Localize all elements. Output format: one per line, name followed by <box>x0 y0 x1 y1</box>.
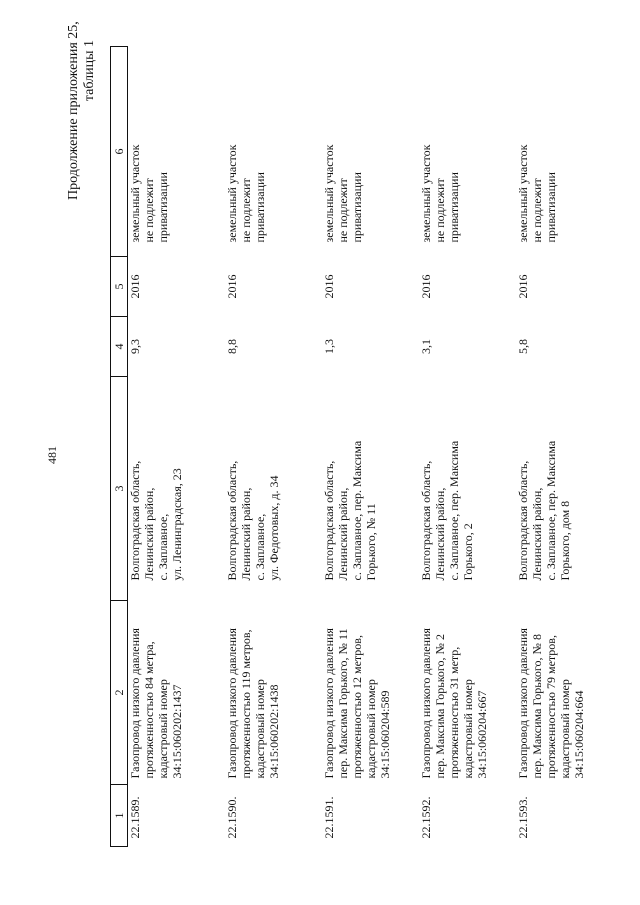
table-row <box>128 47 226 847</box>
property-table <box>110 46 613 847</box>
object-note-line: земельный участок <box>225 144 239 243</box>
row-number <box>419 785 516 847</box>
row-number-line: 22.1593. <box>516 796 530 839</box>
object-note <box>322 47 419 257</box>
object-note <box>419 47 516 257</box>
object-year-line: 2016 <box>419 274 433 299</box>
object-name <box>419 601 516 785</box>
table-row <box>322 47 419 847</box>
column-header-5: 5 <box>111 257 128 317</box>
object-address <box>322 377 419 601</box>
object-note-line: приватизации <box>253 172 267 243</box>
object-name-line: Газопровод низкого давления <box>419 628 433 779</box>
page-number: 481 <box>45 446 59 464</box>
object-note <box>225 47 322 257</box>
object-address-line: Ленинский район, <box>336 487 350 581</box>
object-note-line: приватизации <box>350 172 364 243</box>
object-length <box>419 317 516 377</box>
object-note-line: не подлежит <box>142 178 156 243</box>
object-year-line: 2016 <box>322 274 336 299</box>
object-note-line: приватизации <box>447 172 461 243</box>
object-address <box>516 377 613 601</box>
object-name-line: пер. Максима Горького, № 8 <box>530 633 544 779</box>
column-header-2: 2 <box>111 601 128 785</box>
object-address-line: с. Заплавное, <box>253 513 267 581</box>
object-year-line: 2016 <box>225 274 239 299</box>
object-name-line: Газопровод низкого давления <box>322 628 336 779</box>
object-name-line: кадастровый номер <box>461 679 475 779</box>
object-address-line: Волгоградская область, <box>225 460 239 581</box>
header-row <box>111 47 128 847</box>
object-address <box>225 377 322 601</box>
object-name-line: протяженностью 84 метра, <box>142 641 156 779</box>
object-address-line: с. Заплавное, пер. Максима <box>350 440 364 581</box>
object-address-line: с. Заплавное, <box>156 513 170 581</box>
column-header-6: 6 <box>111 47 128 257</box>
object-name <box>128 601 226 785</box>
object-address-line: с. Заплавное, пер. Максима <box>447 440 461 581</box>
object-name-line: кадастровый номер <box>364 679 378 779</box>
object-note-line: не подлежит <box>239 178 253 243</box>
object-name-line: 34:15:060204:664 <box>572 690 586 779</box>
object-name-line: кадастровый номер <box>253 679 267 779</box>
object-address-line: Волгоградская область, <box>128 460 142 581</box>
row-number-line: 22.1591. <box>322 796 336 839</box>
object-name-line: кадастровый номер <box>156 679 170 779</box>
object-length <box>516 317 613 377</box>
object-address-line: Ленинский район, <box>239 487 253 581</box>
continuation-heading <box>66 21 98 200</box>
row-number <box>322 785 419 847</box>
object-address-line: ул. Федотовых, д. 34 <box>267 475 281 581</box>
column-header-4: 4 <box>111 317 128 377</box>
table-row <box>225 47 322 847</box>
object-note-line: не подлежит <box>530 178 544 243</box>
object-length-line: 5,8 <box>516 339 530 354</box>
object-name-line: 34:15:060202:1438 <box>267 684 281 779</box>
row-number-line: 22.1590. <box>225 796 239 839</box>
object-note-line: не подлежит <box>433 178 447 243</box>
object-name-line: протяженностью 79 метров, <box>544 635 558 779</box>
object-name <box>516 601 613 785</box>
object-year <box>419 257 516 317</box>
object-name-line: 34:15:060204:589 <box>378 690 392 779</box>
object-address-line: Ленинский район, <box>433 487 447 581</box>
table-row <box>516 47 613 847</box>
object-address <box>128 377 226 601</box>
object-length <box>128 317 226 377</box>
object-note-line: земельный участок <box>128 144 142 243</box>
object-name-line: пер. Максима Горького, № 11 <box>336 628 350 779</box>
object-name-line: протяженностью 12 метров, <box>350 635 364 779</box>
row-number-line: 22.1589. <box>128 796 142 839</box>
object-note <box>516 47 613 257</box>
object-address <box>419 377 516 601</box>
object-address-line: Волгоградская область, <box>419 460 433 581</box>
object-name-line: Газопровод низкого давления <box>128 628 142 779</box>
object-length <box>225 317 322 377</box>
object-name-line: протяженностью 119 метров, <box>239 629 253 779</box>
object-length-line: 3,1 <box>419 339 433 354</box>
object-name-line: 34:15:060204:667 <box>475 690 489 779</box>
object-address-line: ул. Ленинградская, 23 <box>170 468 184 581</box>
object-name-line: протяженностью 31 метр, <box>447 646 461 779</box>
continuation-line-1: Продолжение приложения 25, <box>66 21 81 200</box>
object-name-line: Газопровод низкого давления <box>516 628 530 779</box>
table-row <box>419 47 516 847</box>
column-header-3: 3 <box>111 377 128 601</box>
object-note <box>128 47 226 257</box>
object-note-line: земельный участок <box>322 144 336 243</box>
object-length-line: 1,3 <box>322 339 336 354</box>
object-address-line: Горького, № 11 <box>364 503 378 581</box>
object-note-line: земельный участок <box>516 144 530 243</box>
object-address-line: Ленинский район, <box>142 487 156 581</box>
object-name-line: Газопровод низкого давления <box>225 628 239 779</box>
object-year-line: 2016 <box>128 274 142 299</box>
object-length <box>322 317 419 377</box>
object-year-line: 2016 <box>516 274 530 299</box>
object-note-line: не подлежит <box>336 178 350 243</box>
object-address-line: Волгоградская область, <box>322 460 336 581</box>
object-name-line: пер. Максима Горького, № 2 <box>433 633 447 779</box>
object-address-line: Волгоградская область, <box>516 460 530 581</box>
object-note-line: земельный участок <box>419 144 433 243</box>
row-number <box>225 785 322 847</box>
object-year <box>322 257 419 317</box>
object-note-line: приватизации <box>544 172 558 243</box>
object-address-line: Ленинский район, <box>530 487 544 581</box>
object-name <box>322 601 419 785</box>
object-year <box>516 257 613 317</box>
object-address-line: Горького, 2 <box>461 523 475 581</box>
object-year <box>225 257 322 317</box>
row-number-line: 22.1592. <box>419 796 433 839</box>
continuation-line-2: таблицы 1 <box>82 40 97 102</box>
object-year <box>128 257 226 317</box>
object-name <box>225 601 322 785</box>
object-length-line: 9,3 <box>128 339 142 354</box>
object-address-line: с. Заплавное, пер. Максима <box>544 440 558 581</box>
object-note-line: приватизации <box>156 172 170 243</box>
row-number <box>128 785 226 847</box>
object-address-line: Горького, дом 8 <box>558 500 572 581</box>
object-name-line: кадастровый номер <box>558 679 572 779</box>
object-length-line: 8,8 <box>225 339 239 354</box>
object-name-line: 34:15:060202:1437 <box>170 684 184 779</box>
column-header-1: 1 <box>111 785 128 847</box>
row-number <box>516 785 613 847</box>
